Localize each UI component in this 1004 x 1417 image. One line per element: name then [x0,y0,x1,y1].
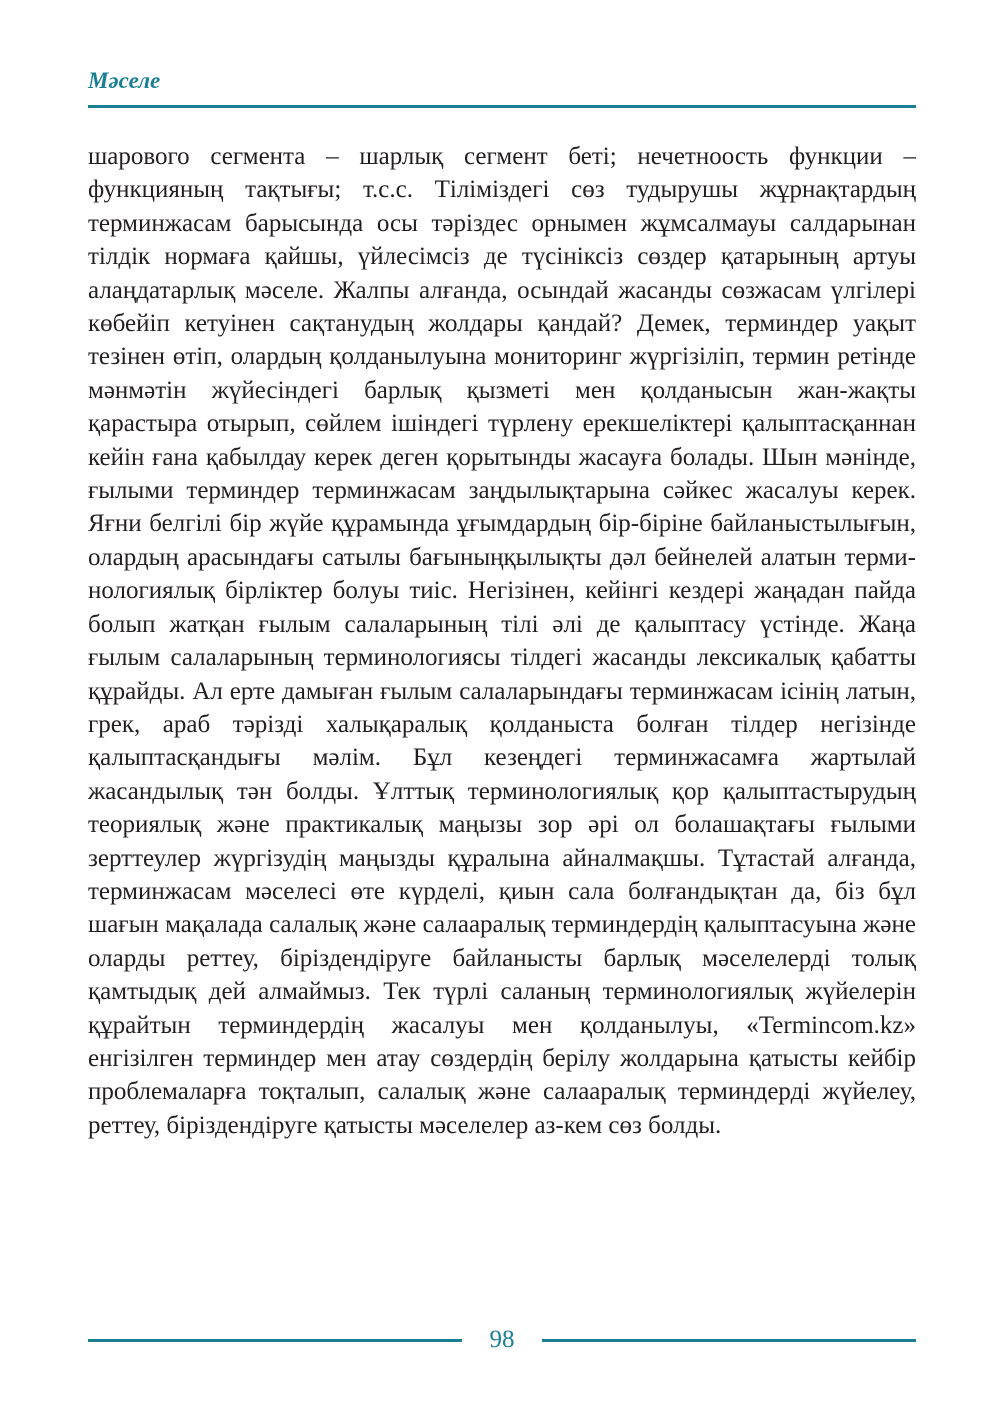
section-title: Мәселе [88,68,161,93]
footer-divider-right [542,1339,916,1342]
body-paragraph: шарового сегмента – шарлық сегмент беті; нечетноость функции – функцияның тақтығы; т.с.с. Тіліміздегі сөз тудырушы жұрнақтардың терминжасам барысында осы тәріздес орнымен жұмсалмауы салдарынан тілдік нормаға қайшы, үйлесімсіз де түсініксіз сөздер қатарының артуы алаңдатарлық мәселе. Жалпы алғанда, осындай жасанды сөзжасам үлгілері көбейіп кетуінен сақтанудың жолдары қандай? Демек, терминдер уақыт тезінен өтіп, олардың қолданылуына мониторинг жүргізіліп, термин ретінде мәнмәтін жүйесіндегі барлық қызметі мен қолданысын жан-жақты қарастыра отырып, сөйлем ішіндегі түрлену ерекшеліктері қалыптасқаннан кейін ғана қабылдау керек деген қорытынды жасауға болады. Шын мәнінде, ғылыми терминдер терминжасам заңдылықтарына сәйкес жасалуы керек. Яғни белгілі бір жүйе құрамында ұғымдардың бір-біріне байланыстылығын, олардың арасындағы сатылы бағыныңқылықты дәл бейнелей алатын терминологиялық бірліктер болуы тиіс. Негізінен, кейінгі кездері жаңадан пайда болып жатқан ғылым салаларының тілі әлі де қалыптасу үстінде. Жаңа ғылым салаларының терминологиясы тілдегі жасанды лексикалық қабатты құрайды. Ал ерте дамыған ғылым салаларындағы терминжасам ісінің латын, грек, араб тәрізді халықаралық қолданыста болған тілдер негізінде қалыптасқандығы мәлім. Бұл кезеңдегі терминжасамға жартылай жасандылық тән болды. Ұлттық терминологиялық қор қалыптастырудың теориялық және практикалық маңызы зор әрі ол болашақтағы ғылыми зерттеулер жүргізудің маңызды құралына айналмақшы. Тұтастай алғанда, терминжасам мәселесі өте күрделі, қиын сала болғандықтан да, біз бұл шағын мақалада салалық және салааралық терминдердің қалыптасуына және оларды реттеу, біріздендіруге байланысты барлық мәселелерді толық қамтыдық дей алмаймыз. Тек түрлі саланың терминологиялық жүйелерін құрайтын терминдердің жасалуы мен қолданылуы, «Termincom.kz» енгізілген терминдер мен атау сөздердің берілу жолдарына қатысты кейбір проблемаларға тоқталып, салалық және салааралық терминдерді жүйелеу, реттеу, біріздендіруге қатысты мәселелер аз-кем сөз болды. [88,143,916,1139]
footer-divider-left [88,1339,462,1342]
header-divider [88,105,916,108]
page-number: 98 [489,1326,515,1353]
